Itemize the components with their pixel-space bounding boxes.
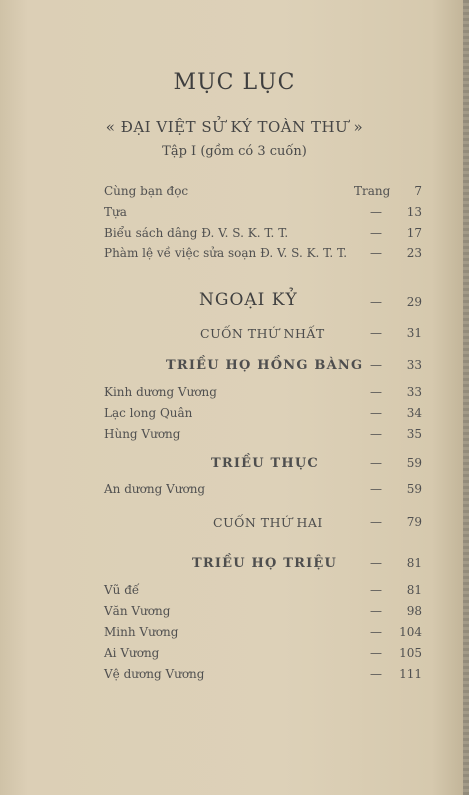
toc-dash: — [370,625,382,639]
toc-entry-page: 31 [406,326,422,340]
toc-entry [0,646,469,666]
toc-entry-label: Biểu sách dâng Đ. V. S. K. T. T. [104,226,289,240]
toc-dash: — [370,667,382,681]
toc-entry-label: Phàm lệ về việc sửa soạn Đ. V. S. K. T. T. [104,246,348,260]
toc-entry-page: 81 [406,583,422,597]
toc-dash: — [370,427,382,441]
toc-entry-page: 23 [406,246,422,260]
toc-entry-page: 35 [406,427,422,441]
toc-section [0,556,469,576]
toc-entry-page: 59 [406,482,422,496]
toc-heading-label: NGOẠI KỶ [199,290,298,310]
toc-entry-page: 7 [414,184,422,198]
toc-entry [0,604,469,624]
toc-subheading [0,326,469,346]
book-subtitle: « ĐẠI VIỆT SỬ KÝ TOÀN THƯ » [105,118,364,136]
toc-entry-page: 81 [406,556,422,570]
toc-dash: — [370,295,382,309]
toc-entry [0,246,469,266]
toc-entry-label: Minh Vương [104,625,179,639]
toc-entry-page: 13 [406,205,422,219]
toc-dash: — [370,556,382,570]
toc-dash: — [370,226,382,240]
toc-dash: — [370,358,382,372]
toc-entry-label: Hùng Vương [104,427,181,441]
toc-entry-page: 105 [399,646,422,660]
toc-entry-label: Cùng bạn đọc [104,184,189,198]
toc-entry-label: Tựa [104,205,127,219]
toc-entry [0,427,469,447]
toc-dash: — [370,246,382,260]
toc-entry [0,205,469,225]
toc-entry-page: 104 [399,625,422,639]
toc-entry-page: 33 [406,385,422,399]
toc-dash: — [370,604,382,618]
toc-entry [0,667,469,687]
toc-section-label: TRIỀU THỤC [211,456,319,471]
toc-entry-label: Vũ đế [104,583,140,597]
toc-entry-page: 29 [406,295,422,309]
toc-dash: — [370,646,382,660]
volume-note: Tập I (gồm có 3 cuốn) [162,144,307,159]
toc-dash: — [370,583,382,597]
toc-section-label: TRIỀU HỌ HỒNG BÀNG [166,358,364,373]
toc-entry [0,226,469,246]
toc-subheading [0,515,469,535]
toc-entry-label: Văn Vương [104,604,171,618]
toc-entry [0,184,469,204]
toc-entry-label: Ai Vương [104,646,160,660]
toc-entry-page: 33 [406,358,422,372]
toc-dash: — [370,205,382,219]
page-title: MỤC LỤC [173,70,296,95]
toc-entry-label: Kinh dương Vương [104,385,217,399]
toc-entry-page: 111 [399,667,422,681]
toc-entry-page: 79 [406,515,422,529]
toc-subheading-label: CUỐN THỨ NHẤT [200,326,325,341]
toc-entry-page: 34 [406,406,422,420]
toc-section-label: TRIỀU HỌ TRIỆU [192,556,338,571]
toc-dash: — [370,482,382,496]
toc-entry [0,482,469,502]
toc-dash: — [370,406,382,420]
page-column-header: Trang [354,184,391,198]
toc-dash: — [370,385,382,399]
toc-dash: — [370,456,382,470]
toc-entry-page: 98 [406,604,422,618]
toc-heading [0,290,469,310]
toc-entry [0,583,469,603]
toc-entry [0,406,469,426]
toc-subheading-label: CUỐN THỨ HAI [213,515,323,530]
toc-entry-page: 17 [406,226,422,240]
toc-entry-label: Vệ dương Vương [104,667,205,681]
toc-entry-label: Lạc long Quân [104,406,193,420]
toc-entry [0,625,469,645]
toc-section [0,358,469,378]
toc-section [0,456,469,476]
toc-dash: — [370,515,382,529]
toc-entry-page: 59 [406,456,422,470]
toc-entry-label: An dương Vương [104,482,206,496]
toc-dash: — [370,326,382,340]
toc-entry [0,385,469,405]
